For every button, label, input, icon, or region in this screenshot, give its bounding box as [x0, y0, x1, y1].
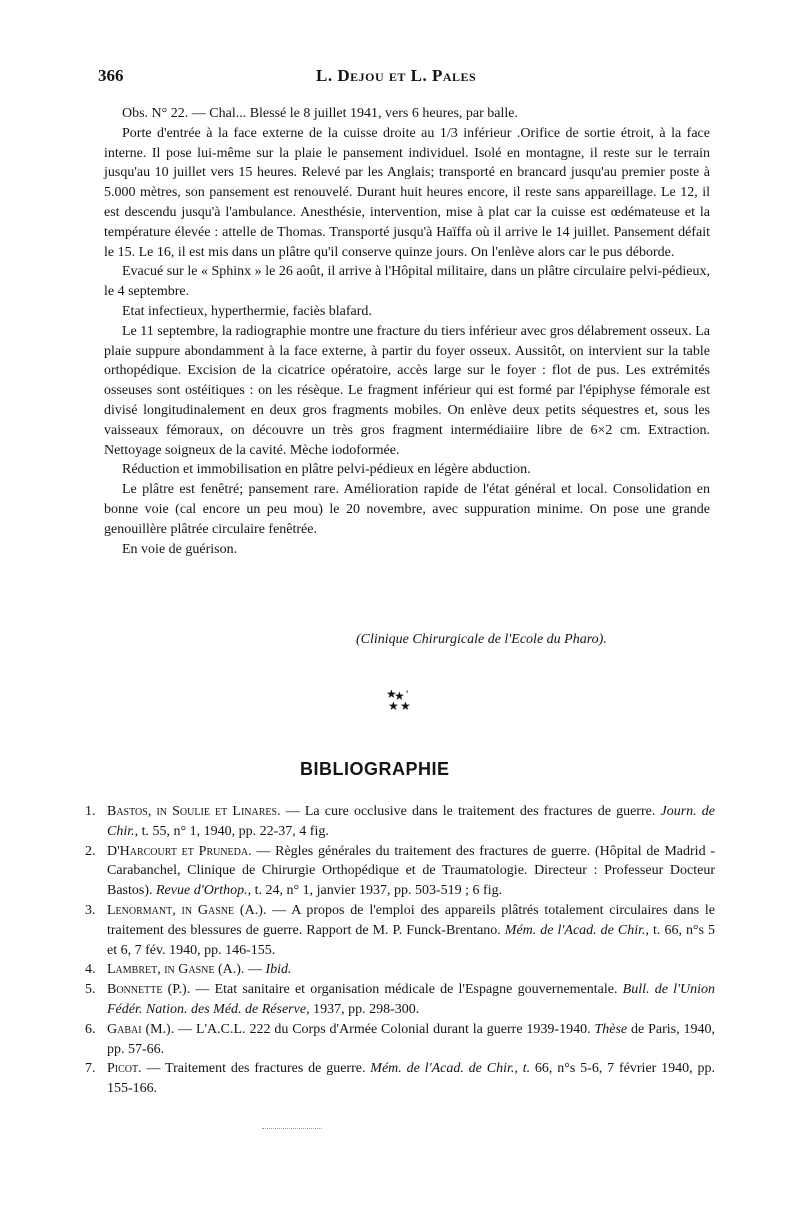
reference-journal: Revue d'Orthop.	[156, 883, 248, 899]
reference-tail: , 1937, pp. 298-300.	[306, 1001, 420, 1017]
asterism-star-icon: ★	[400, 699, 411, 713]
reference-text: — Règles générales du traitement des fractures de guerre. (Hôpital de Madrid - Carabanchel, Clinique de Chirurgie Orthopédique et de Traumatologie. Directeur : Professeur Docteur Bastos).	[107, 843, 715, 899]
paragraph: Etat infectieux, hyperthermie, faciès blafard.	[122, 303, 372, 319]
reference-journal: Journ. de Chir.	[107, 804, 715, 839]
reference-journal: Thèse	[594, 1021, 628, 1037]
asterism-ornament	[384, 688, 418, 718]
reference-author: Lambret, in Gasne (A.).	[107, 962, 245, 978]
paragraph: En voie de guérison.	[122, 541, 238, 557]
running-head: L. Dejou et L. Pales	[316, 66, 477, 85]
reference-journal: Ibid.	[265, 962, 292, 978]
reference-author: Bonnette (P.).	[107, 982, 191, 998]
reference-text: — L'A.C.L. 222 du Corps d'Armée Colonial durant la guerre 1939-1940.	[174, 1021, 595, 1037]
reference-tail: , t. 24, n° 1, janvier 1937, pp. 503-519 ; 6 fig.	[247, 883, 503, 899]
reference-tail: de Paris, 1940, pp. 57-66.	[107, 1021, 716, 1057]
reference-text: — La cure occlusive dans le traitement des fractures de guerre.	[280, 804, 661, 819]
reference-author: Bastos, in Soulie et Linares.	[107, 804, 281, 819]
bibliography-title: BIBLIOGRAPHIE	[300, 759, 450, 779]
asterism-star-icon: ★	[394, 689, 405, 703]
footer-rule	[262, 1128, 322, 1129]
paragraph: Obs. N° 22. — Chal... Blessé le 8 juillet 1941, vers 6 heures, par balle.	[122, 106, 518, 121]
reference-number: 6.	[85, 1021, 96, 1037]
paragraph: Porte d'entrée à la face externe de la cuisse droite au 1/3 inférieur .Orifice de sortie étroit, à la face interne. Il pose lui-même sur la plaie le pansement individuel. Isolé en montagne, il reste sur le terrain jusqu'au 10 juillet vers 15 heures. Relevé par les Anglais; transporté en brancard jusqu'au premier poste à 5.000 mètres, son pansement est renouvelé. Durant huit heures encore, il reste sans appareillage. Le 12, il est descendu jusqu'à l'ambulance. Anesthésie, intervention, mise à plat car la cuisse est œdémateuse et la température élevée : attelle de Thomas. Transporté jusqu'à Haïffa où il arrive le 14 juillet. Pansement défait le 15. Le 16, il est mis dans un plâtre qu'il conserve quinze jours. On l'enlève alors car le pus déborde.	[104, 125, 710, 260]
reference-item	[85, 901, 715, 960]
reference-journal: Mém. de l'Acad. de Chir., t.	[370, 1061, 531, 1077]
page-number: 366	[98, 66, 124, 85]
reference-text: — A propos de l'emploi des appareils plâtrés totalement circulaires dans le traitement des blessures de guerre. Rapport de M. P. Funck-Brentano.	[107, 902, 715, 938]
reference-item	[85, 842, 715, 901]
reference-item	[85, 802, 715, 842]
reference-number: 4.	[85, 962, 96, 978]
reference-number: 3.	[85, 902, 96, 918]
reference-author: D'Harcourt et Pruneda.	[107, 843, 252, 859]
page-header	[98, 66, 718, 92]
asterism-star-icon: '	[406, 687, 409, 701]
paragraph: Evacué sur le « Sphinx » le 26 août, il arrive à l'Hôpital militaire, dans un plâtre circulaire pelvi-pédieux, le 4 septembre.	[104, 264, 710, 300]
paragraph: Le plâtre est fenêtré; pansement rare. Amélioration rapide de l'état général et local. Consolidation en bonne voie (cal encore un peu mou) le 20 novembre, avec suppuration minime. On pose une grande genouillère plâtrée circulaire fenêtrée.	[104, 482, 710, 537]
asterism-star-icon: ★	[388, 699, 399, 713]
reference-tail: 66, n°s 5-6, 7 février 1940, pp. 155-166.	[107, 1061, 716, 1097]
paragraph: Réduction et immobilisation en plâtre pelvi-pédieux en légère abduction.	[122, 462, 531, 478]
reference-journal: Bull. de l'Union Fédér. Nation. des Méd. de Réserve	[107, 982, 715, 1017]
reference-item	[85, 980, 715, 1020]
reference-text: — Traitement des fractures de guerre.	[141, 1061, 371, 1077]
case-report-body	[104, 104, 710, 559]
reference-tail: , t. 66, n°s 5 et 6, 7 fév. 1940, pp. 146-155.	[107, 922, 716, 958]
reference-item	[85, 1059, 715, 1099]
paragraph: Le 11 septembre, la radiographie montre une fracture du tiers inférieur avec gros délabrement osseux. La plaie suppure abondamment à la face externe, à partir du foyer osseux. Aussitôt, on intervient sur la table orthopédique. Excision de la cicatrice opératoire, accès large sur le foyer : flot de pus. Les extrémités osseuses sont ostéitiques : on les résèque. Le fragment inférieur qui est formé par l'épiphyse fémorale est divisé longitudinalement en deux gros fragments mobiles. On enlève deux petits séquestres et, sous les vaisseaux fémoraux, on découvre un très gros fragment intermédiaiire libre de 6×2 cm. Extraction. Nettoyage soigneux de la cavité. Mèche iodoformée.	[104, 323, 710, 458]
reference-number: 5.	[85, 982, 96, 998]
reference-text: —	[244, 962, 266, 978]
reference-number: 2.	[85, 843, 96, 859]
reference-author: Picot.	[107, 1061, 142, 1077]
reference-tail: , t. 55, n° 1, 1940, pp. 22-37, 4 fig.	[134, 823, 329, 839]
reference-item	[85, 960, 715, 980]
reference-item	[85, 1020, 715, 1060]
reference-author: Lenormant, in Gasne (A.).	[107, 902, 267, 918]
reference-journal: Mém. de l'Acad. de Chir.	[504, 922, 646, 938]
bibliography-list	[85, 802, 715, 1099]
reference-author: Gabai (M.).	[107, 1021, 175, 1037]
reference-text: — Etat sanitaire et organisation médicale de l'Espagne gouvernementale.	[190, 982, 623, 998]
reference-number: 1.	[85, 804, 96, 819]
reference-number: 7.	[85, 1061, 96, 1077]
asterism-star-icon: ★	[386, 687, 397, 701]
clinic-credit: (Clinique Chirurgicale de l'Ecole du Pharo).	[356, 632, 607, 647]
